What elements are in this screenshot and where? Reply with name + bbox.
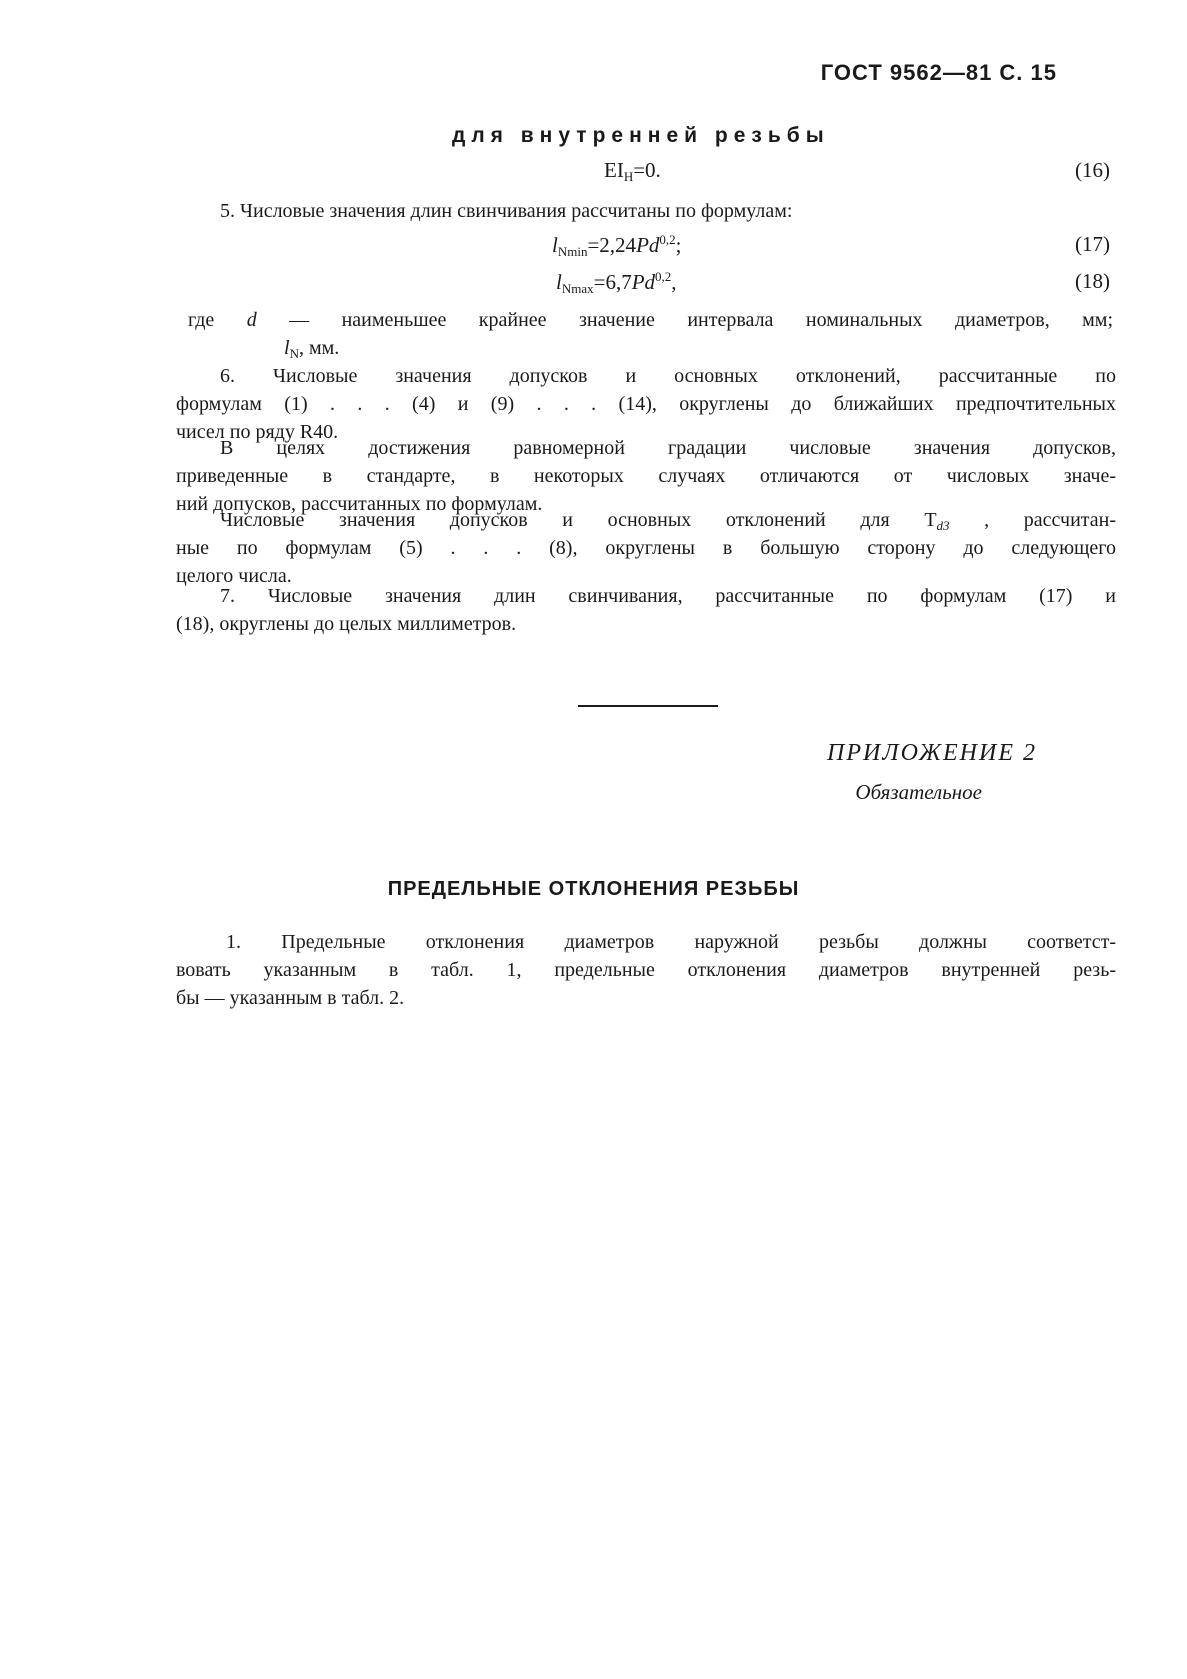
document-header: ГОСТ 9562—81 С. 15 <box>820 60 1057 85</box>
equation-16 <box>604 158 661 185</box>
section-divider <box>578 705 718 707</box>
where-line-2: $l_N$, мм. <box>284 337 340 361</box>
appendix-label: ПРИЛОЖЕНИЕ 2 <box>827 740 1037 766</box>
where-line-1: где d — наименьшее крайнее значение интервала номинальных диаметров, мм; <box>188 309 1113 331</box>
section-p1-line: бы — указанным в табл. 2. <box>176 987 405 1009</box>
where-clause <box>188 306 1113 334</box>
eq18-sup: 0,2 <box>655 269 672 284</box>
item6-para3-line: Числовые значения допусков и основных отклонений для $T_{d3}$ , рассчитан- <box>220 509 1116 533</box>
eq16-rhs: =0. <box>633 158 661 182</box>
equation-16-number: (16) <box>1075 158 1110 182</box>
item-5: 5. Числовые значения длин свинчивания рассчитаны по формулам: <box>220 200 793 222</box>
eq17-end: ; <box>675 233 682 257</box>
eq16-expr: EI <box>604 158 624 182</box>
item7-line: (18), округлены до целых миллиметров. <box>176 613 517 635</box>
item6-para2-line: приведенные в стандарте, в некоторых случаях отличаются от числовых значе- <box>176 465 1116 487</box>
equation-17 <box>552 232 681 260</box>
item6-line: чисел по ряду R40. <box>176 421 339 443</box>
eq17-var: Pd <box>636 233 660 257</box>
item-7 <box>176 582 1116 638</box>
section-paragraph-1 <box>176 928 1116 1012</box>
section-p1-line: 1. Предельные отклонения диаметров наружной резьбы должны соответст- <box>226 931 1116 953</box>
eq17-sub: Nmin <box>557 244 588 259</box>
item7-line: 7. Числовые значения длин свинчивания, рассчитанные по формулам (17) и <box>220 585 1116 607</box>
eq17-lhs: l <box>552 233 558 257</box>
item6-para3-line: целого числа. <box>176 565 292 587</box>
section-title: ПРЕДЕЛЬНЫЕ ОТКЛОНЕНИЯ РЕЗЬБЫ <box>387 878 800 900</box>
item6-para3-line: ные по формулам (5) . . . (8), округлены в большую сторону до следующего <box>176 537 1116 559</box>
item-6-para-3 <box>176 506 1116 590</box>
eq17-mid: =2,24 <box>587 233 637 257</box>
equation-18 <box>556 269 677 297</box>
eq18-var: Pd <box>631 270 656 294</box>
item6-line: формулам (1) . . . (4) и (9) . . . (14), округлены до ближайших предпочтительных <box>176 393 1116 415</box>
item6-line: 6. Числовые значения допусков и основных отклонений, рассчитанные по <box>220 365 1116 387</box>
eq18-end: , <box>671 270 677 294</box>
eq17-sup: 0,2 <box>659 232 676 247</box>
eq18-lhs: l <box>556 270 562 294</box>
internal-thread-label: для внутренней резьбы <box>452 124 830 147</box>
eq18-mid: =6,7 <box>593 270 632 294</box>
item6-para2-line: В целях достижения равномерной градации числовые значения допусков, <box>220 437 1116 459</box>
eq16-sub: H <box>623 169 634 184</box>
equation-17-number: (17) <box>1075 232 1110 256</box>
eq18-sub: Nmax <box>561 281 594 296</box>
appendix-status: Обязательное <box>855 780 982 804</box>
section-p1-line: вовать указанным в табл. 1, предельные отклонения диаметров внутренней резь- <box>176 959 1116 981</box>
item6-para2-line: ний допусков, рассчитанных по формулам. <box>176 493 543 515</box>
equation-18-number: (18) <box>1075 269 1110 293</box>
